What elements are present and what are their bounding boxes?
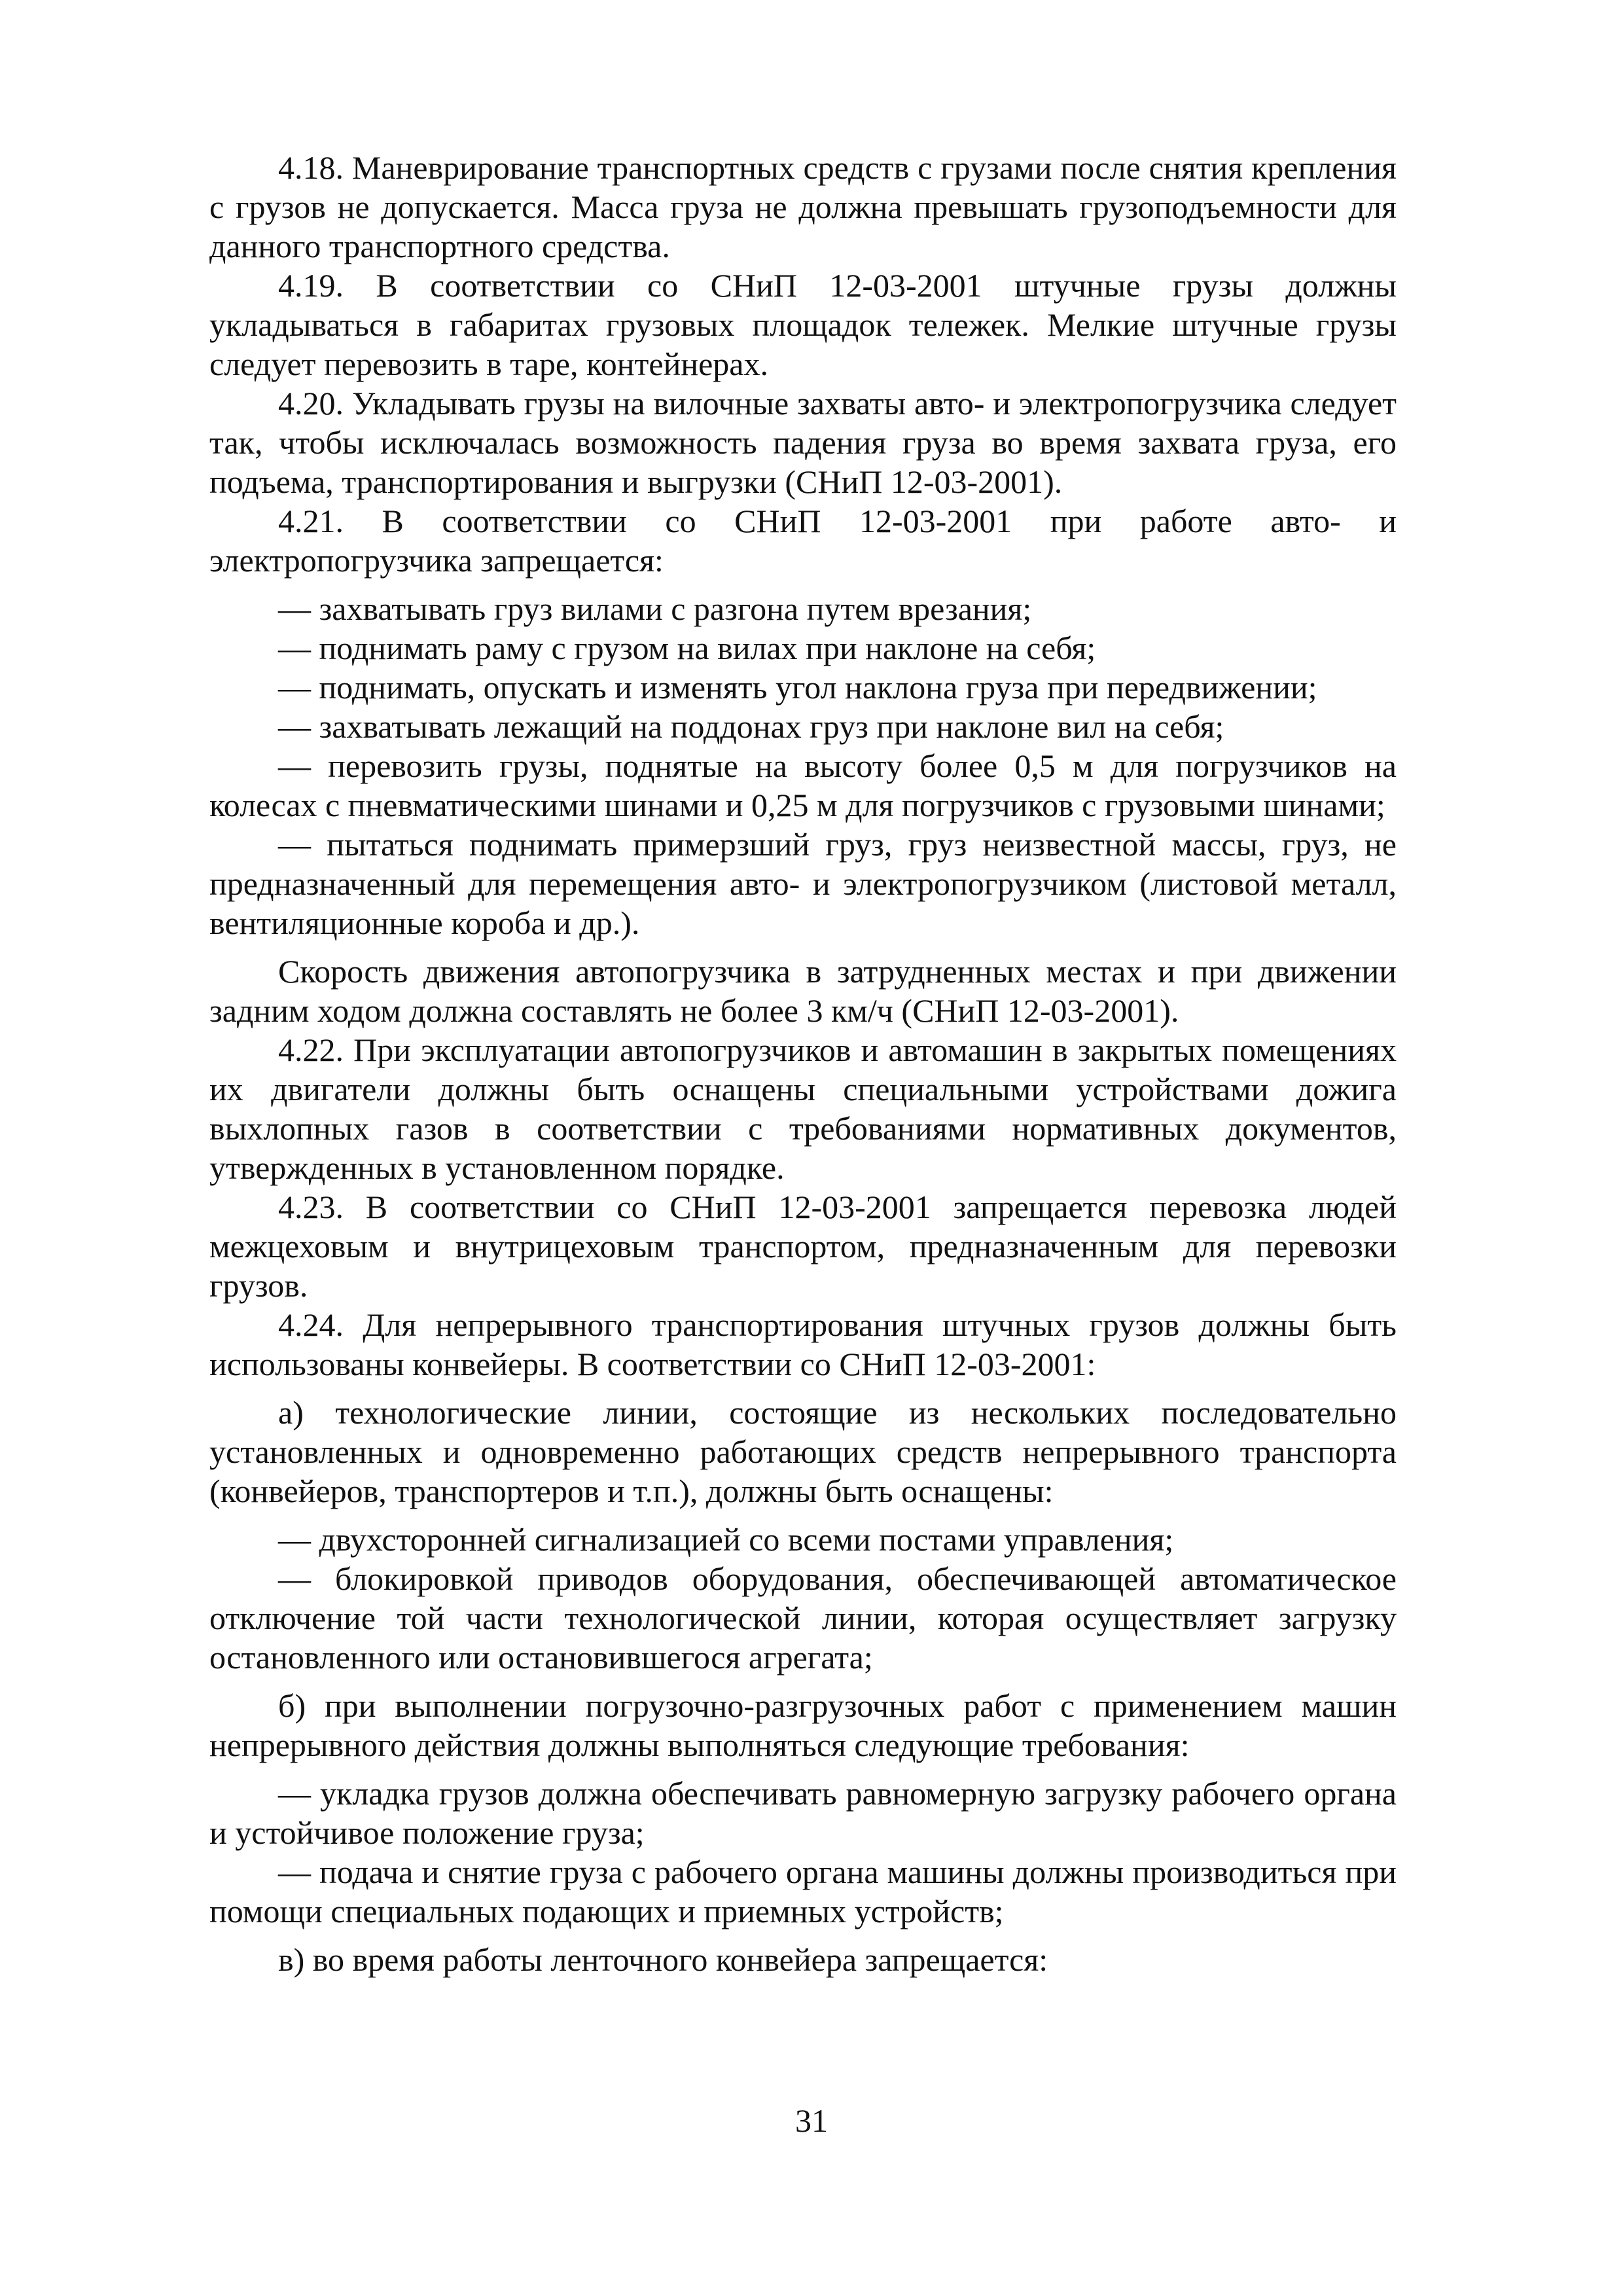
list-item-4-21-4: — захватывать лежащий на поддонах груз при наклоне вил на себя; xyxy=(278,708,1224,745)
body-text xyxy=(209,148,1397,1979)
subsection-v: в) во время работы ленточного конвейера запрещается: xyxy=(278,1941,1048,1978)
list-item-4-21-6: — пытаться поднимать примерзший груз, груз неизвестной массы, груз, не предназначенный для перемещения авто- и электропогрузчиком (листовой металл, вентиляционные короба и др.). xyxy=(209,826,1397,941)
paragraph-4-23: 4.23. В соответствии со СНиП 12-03-2001 запрещается перевозка людей межцеховым и внутрицеховым транспортом, предназначенным для перевозки грузов. xyxy=(209,1189,1397,1304)
subsection-b: б) при выполнении погрузочно-разгрузочных работ с применением машин непрерывного действия должны выполняться следующие требования: xyxy=(209,1687,1397,1763)
paragraph-speed-limit: Скорость движения автопогрузчика в затрудненных местах и при движении задним ходом должна составлять не более 3 км/ч (СНиП 12-03-2001). xyxy=(209,953,1397,1029)
paragraph-4-21: 4.21. В соответствии со СНиП 12-03-2001 при работе авто- и электропогрузчика запрещается: xyxy=(209,503,1397,579)
subsection-a: а) технологические линии, состоящие из нескольких последовательно установленных и одновременно работающих средств непрерывного транспорта (конвейеров, транспортеров и т.п.), должны быть оснащены: xyxy=(209,1394,1397,1509)
list-item-a-2: — блокировкой приводов оборудования, обеспечивающей автоматическое отключение той части технологической линии, которая осуществляет загрузку остановленного или остановившегося агрегата; xyxy=(209,1560,1397,1676)
paragraph-4-22: 4.22. При эксплуатации автопогрузчиков и автомашин в закрытых помещениях их двигатели должны быть оснащены специальными устройствами дожига выхлопных газов в соответствии с требованиями нормативных документов, утвержденных в установленном порядке. xyxy=(209,1031,1397,1186)
paragraph-4-24: 4.24. Для непрерывного транспортирования штучных грузов должны быть использованы конвейеры. В соответствии со СНиП 12-03-2001: xyxy=(209,1306,1397,1382)
list-item-b-2: — подача и снятие груза с рабочего органа машины должны производиться при помощи специальных подающих и приемных устройств; xyxy=(209,1854,1397,1929)
paragraph-4-19: 4.19. В соответствии со СНиП 12-03-2001 штучные грузы должны укладываться в габаритах грузовых площадок тележек. Мелкие штучные грузы следует перевозить в таре, контейнерах. xyxy=(209,267,1397,382)
list-item-4-21-5: — перевозить грузы, поднятые на высоту более 0,5 м для погрузчиков на колесах с пневматическими шинами и 0,25 м для погрузчиков с грузовыми шинами; xyxy=(209,747,1397,823)
page-number: 31 xyxy=(795,2102,828,2139)
list-item-4-21-2: — поднимать раму с грузом на вилах при наклоне на себя; xyxy=(278,630,1096,666)
list-item-b-1: — укладка грузов должна обеспечивать равномерную загрузку рабочего органа и устойчивое положение груза; xyxy=(209,1775,1397,1851)
paragraph-4-18: 4.18. Маневрирование транспортных средств с грузами после снятия крепления с грузов не допускается. Масса груза не должна превышать грузоподъемности для данного транспортного средства. xyxy=(209,149,1397,264)
list-item-4-21-1: — захватывать груз вилами с разгона путем врезания; xyxy=(278,590,1032,627)
paragraph-4-20: 4.20. Укладывать грузы на вилочные захваты авто- и электропогрузчика следует так, чтобы исключалась возможность падения груза во время захвата груза, его подъема, транспортирования и выгрузки (СНиП 12-03-2001). xyxy=(209,385,1397,500)
list-item-a-1: — двухсторонней сигнализацией со всеми постами управления; xyxy=(278,1521,1174,1558)
list-item-4-21-3: — поднимать, опускать и изменять угол наклона груза при передвижении; xyxy=(278,669,1317,706)
